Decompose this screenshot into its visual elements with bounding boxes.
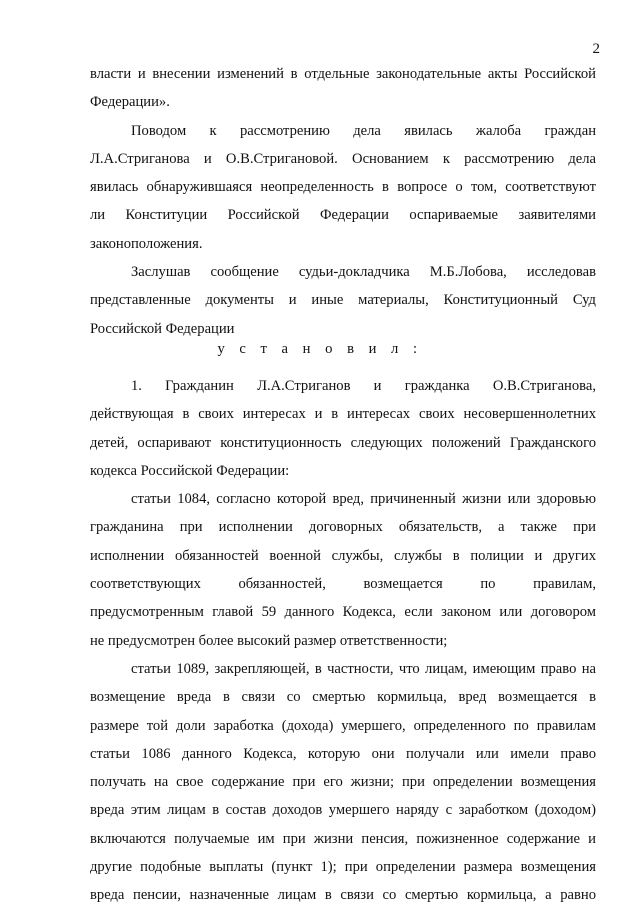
text-line: соответствующих обязанностей, возмещается по правилам, — [90, 576, 596, 593]
text-block-preamble — [90, 60, 596, 343]
text-line: вреда пенсии, назначенные лицам в связи со смертью кормильца, а равно — [90, 887, 596, 904]
text-line: кодекса Российской Федерации: — [90, 462, 290, 479]
text-line: детей, оспаривают конституционность следующих положений Гражданского — [90, 434, 596, 451]
text-line: возмещение вреда в связи со смертью кормильца, вред возмещается в — [90, 689, 596, 706]
text-block-body — [90, 372, 596, 910]
text-line: статьи 1084, согласно которой вред, причиненный жизни или здоровью — [131, 491, 596, 508]
text-line: Поводом к рассмотрению дела явилась жалоба граждан — [131, 122, 596, 139]
text-line: действующая в своих интересах и в интересах своих несовершеннолетних — [90, 406, 596, 423]
text-line: явилась обнаружившаяся неопределенность в вопросе о том, соответствуют — [90, 179, 596, 196]
text-line: представленные документы и иные материалы, Конституционный Суд — [90, 292, 596, 309]
text-line: Федерации». — [90, 94, 170, 111]
section-heading: у с т а н о в и л : — [217, 341, 423, 357]
text-line: предусмотренным главой 59 данного Кодекса, если законом или договором — [90, 604, 596, 621]
text-line: гражданина при исполнении договорных обязательств, а также при — [90, 519, 596, 536]
text-line: власти и внесении изменений в отдельные законодательные акты Российской — [90, 66, 596, 82]
text-line: размере той доли заработка (дохода) умершего, определенного по правилам — [90, 717, 596, 734]
text-line: статьи 1089, закрепляющей, в частности, что лицам, имеющим право на — [131, 660, 596, 677]
text-line: не предусмотрен более высокий размер ответственности; — [90, 632, 448, 649]
text-line: вреда этим лицам в состав доходов умершего наряду с заработком (доходом) — [90, 802, 596, 819]
text-line: Заслушав сообщение судьи-докладчика М.Б.Лобова, исследовав — [131, 264, 596, 281]
text-line: законоположения. — [90, 235, 203, 252]
text-line: 1. Гражданин Л.А.Стриганов и гражданка О.В.Стриганова, — [131, 378, 596, 394]
text-line: исполнении обязанностей военной службы, службы в полиции и других — [90, 547, 596, 564]
text-line: включаются получаемые им при жизни пенсия, пожизненное содержание и — [90, 830, 596, 847]
text-line: ли Конституции Российской Федерации оспариваемые заявителями — [90, 207, 596, 224]
text-line: получать на свое содержание при его жизни; при определении возмещения — [90, 774, 596, 791]
text-line: Российской Федерации — [90, 320, 235, 337]
page-number: 2 — [592, 41, 600, 57]
text-line: статьи 1086 данного Кодекса, которую они получали или имели право — [90, 745, 596, 762]
text-line: другие подобные выплаты (пункт 1); при определении размера возмещения — [90, 859, 596, 876]
text-line: Л.А.Стриганова и О.В.Стригановой. Основанием к рассмотрению дела — [90, 150, 596, 167]
